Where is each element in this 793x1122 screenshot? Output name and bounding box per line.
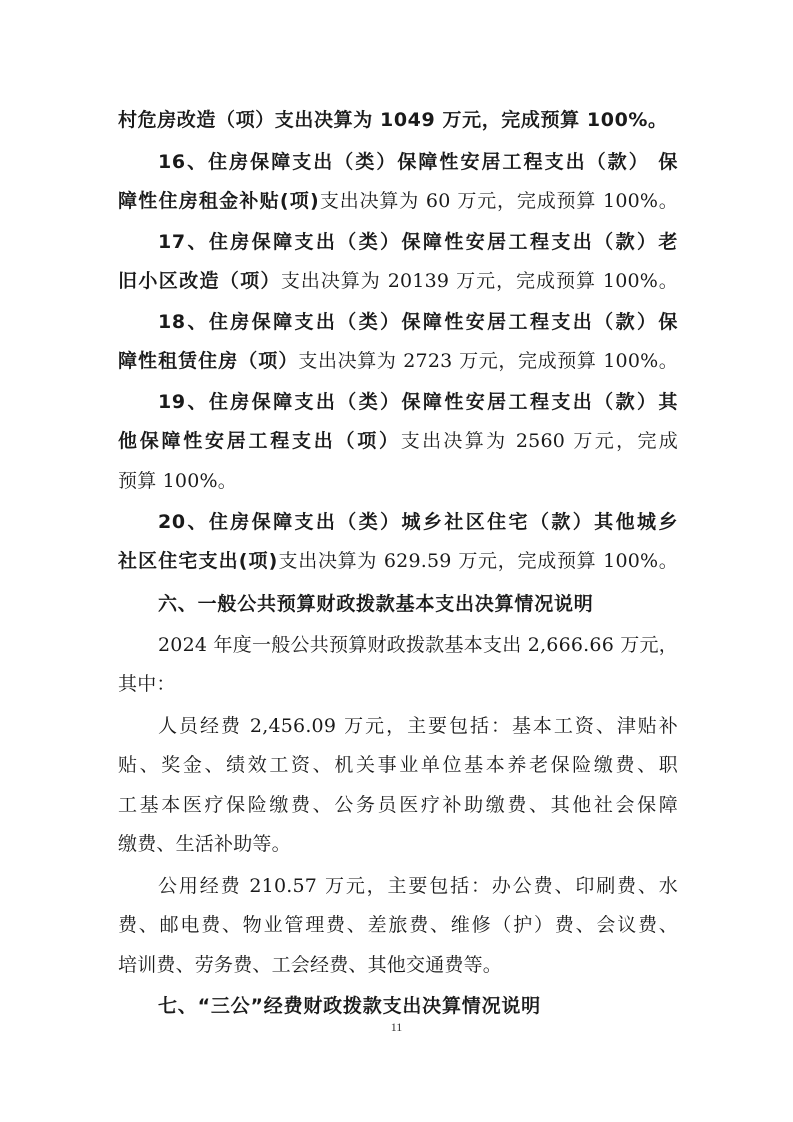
item-18-category: 障性租赁住房（项） — [118, 350, 299, 372]
page-number: 11 — [390, 1020, 403, 1034]
paragraph-18-line-1: 18、住房保障支出（类）保障性安居工程支出（款）保 — [158, 311, 678, 333]
item-20-category: 社区住宅支出(项) — [118, 550, 278, 572]
public-expense-line-2: 费、邮电费、物业管理费、差旅费、维修（护）费、会议费、 — [118, 914, 678, 936]
paragraph-19-line-1: 19、住房保障支出（类）保障性安居工程支出（款）其 — [158, 391, 678, 413]
item-18-amount: 支出决算为 2723 万元，完成预算 100%。 — [298, 350, 679, 372]
personnel-expense-line-3: 工基本医疗保险缴费、公务员医疗补助缴费、其他社会保障 — [118, 794, 678, 816]
section-6-heading: 六、一般公共预算财政拨款基本支出决算情况说明 — [158, 593, 594, 615]
item-16-amount: 支出决算为 60 万元，完成预算 100%。 — [319, 190, 679, 212]
item-19-category: 他保障性安居工程支出（项） — [118, 430, 401, 452]
paragraph-16-line-1: 16、住房保障支出（类）保障性安居工程支出（款） 保 — [158, 151, 678, 173]
paragraph-17-line-2 — [118, 261, 678, 301]
public-expense-line-3: 培训费、劳务费、工会经费、其他交通费等。 — [118, 954, 503, 976]
paragraph-20-line-1: 20、住房保障支出（类）城乡社区住宅（款）其他城乡 — [158, 511, 678, 533]
section-7-heading: 七、“三公”经费财政拨款支出决算情况说明 — [158, 995, 541, 1017]
item-19-amount: 支出决算为 2560 万元，完成 — [400, 430, 678, 452]
item-15-tail: 村危房改造（项）支出决算为 1049 万元，完成预算 100%。 — [118, 109, 668, 131]
paragraph-17-line-1: 17、住房保障支出（类）保障性安居工程支出（款）老 — [158, 231, 678, 253]
paragraph-19-line-2 — [118, 421, 678, 461]
item-17-category: 旧小区改造（项） — [118, 270, 281, 292]
paragraph-18-line-2 — [118, 341, 678, 381]
personnel-expense-line-2: 贴、奖金、绩效工资、机关事业单位基本养老保险缴费、职 — [118, 754, 678, 776]
paragraph-16-line-2 — [118, 181, 678, 221]
public-expense-line-1: 公用经费 210.57 万元，主要包括：办公费、印刷费、水 — [158, 875, 678, 897]
item-16-category: 障性住房租金补贴(项) — [118, 190, 320, 212]
personnel-expense-line-1: 人员经费 2,456.09 万元，主要包括：基本工资、津贴补 — [158, 715, 678, 737]
personnel-expense-line-4: 缴费、生活补助等。 — [118, 833, 291, 855]
paragraph-20-line-2 — [118, 541, 678, 581]
section-6-intro-line-1: 2024 年度一般公共预算财政拨款基本支出 2,666.66 万元， — [158, 634, 678, 656]
item-20-amount: 支出决算为 629.59 万元，完成预算 100%。 — [277, 550, 678, 572]
section-6-intro-line-2: 其中： — [118, 673, 176, 695]
paragraph-19-line-3: 预算 100%。 — [118, 470, 237, 492]
item-17-amount: 支出决算为 20139 万元，完成预算 100%。 — [280, 270, 678, 292]
paragraph-15-continuation — [118, 100, 678, 140]
